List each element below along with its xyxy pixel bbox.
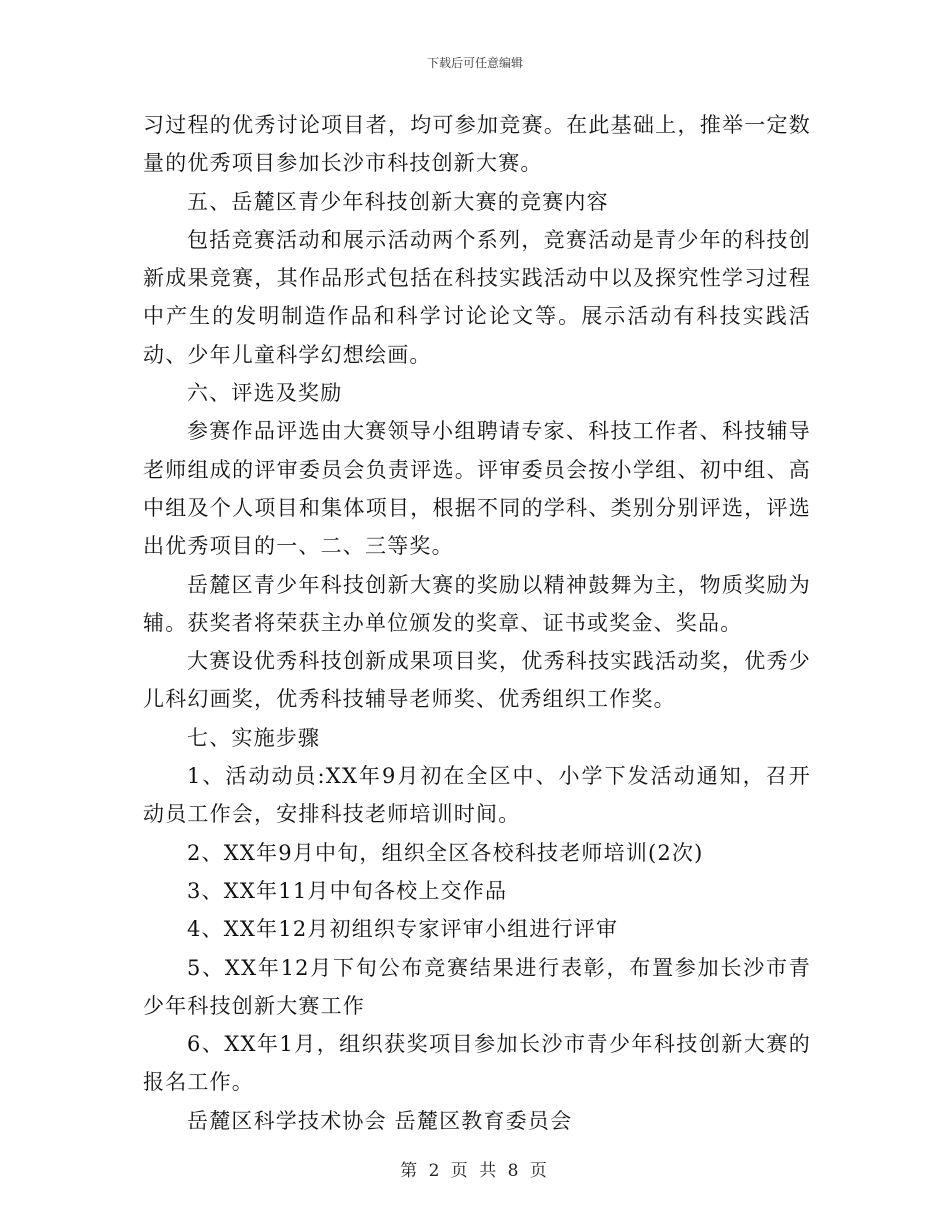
page-footer: 第 2 页 共 8 页 bbox=[400, 1161, 550, 1181]
section-heading: 五、岳麓区青少年科技创新大赛的竞赛内容 bbox=[187, 189, 609, 214]
page-header: 下载后可任意编辑 bbox=[426, 56, 523, 70]
list-item: 3、XX年11月中旬各校上交作品 bbox=[187, 878, 508, 903]
paragraph: 习过程的优秀讨论项目者，均可参加竞赛。在此基础上，推举一定数量的优秀项目参加长沙市科技创新大赛。 bbox=[143, 113, 811, 176]
section-heading: 六、评选及奖励 bbox=[187, 381, 343, 406]
list-item: 1、活动动员:XX年9月初在全区中、小学下发活动通知，召开动员工作会，安排科技老师培训时间。 bbox=[143, 764, 811, 827]
paragraph: 岳麓区青少年科技创新大赛的奖励以精神鼓舞为主，物质奖励为辅。获奖者将荣获主办单位颁发的奖章、证书或奖金、奖品。 bbox=[143, 572, 811, 635]
list-item: 2、XX年9月中旬，组织全区各校科技老师培训(2次) bbox=[187, 840, 704, 865]
paragraph: 参赛作品评选由大赛领导小组聘请专家、科技工作者、科技辅导老师组成的评审委员会负责评选。评审委员会按小学组、初中组、高中组及个人项目和集体项目，根据不同的学科、类别分别评选，评选出优秀项目的一、二、三等奖。 bbox=[143, 419, 811, 559]
paragraph: 包括竞赛活动和展示活动两个系列，竞赛活动是青少年的科技创新成果竞赛，其作品形式包括在科技实践活动中以及探究性学习过程中产生的发明制造作品和科学讨论论文等。展示活动有科技实践活动、少年儿童科学幻想绘画。 bbox=[143, 227, 811, 367]
section-heading: 七、实施步骤 bbox=[187, 725, 321, 750]
document-body bbox=[143, 106, 811, 1140]
list-item: 6、XX年1月，组织获奖项目参加长沙市青少年科技创新大赛的报名工作。 bbox=[143, 1032, 811, 1095]
list-item: 5、XX年12月下旬公布竞赛结果进行表彰，布置参加长沙市青少年科技创新大赛工作 bbox=[143, 955, 811, 1018]
list-item: 4、XX年12月初组织专家评审小组进行评审 bbox=[187, 917, 619, 942]
paragraph: 大赛设优秀科技创新成果项目奖，优秀科技实践活动奖，优秀少儿科幻画奖，优秀科技辅导老师奖、优秀组织工作奖。 bbox=[143, 649, 811, 712]
signature-line: 岳麓区科学技术协会 岳麓区教育委员会 bbox=[187, 1108, 573, 1133]
